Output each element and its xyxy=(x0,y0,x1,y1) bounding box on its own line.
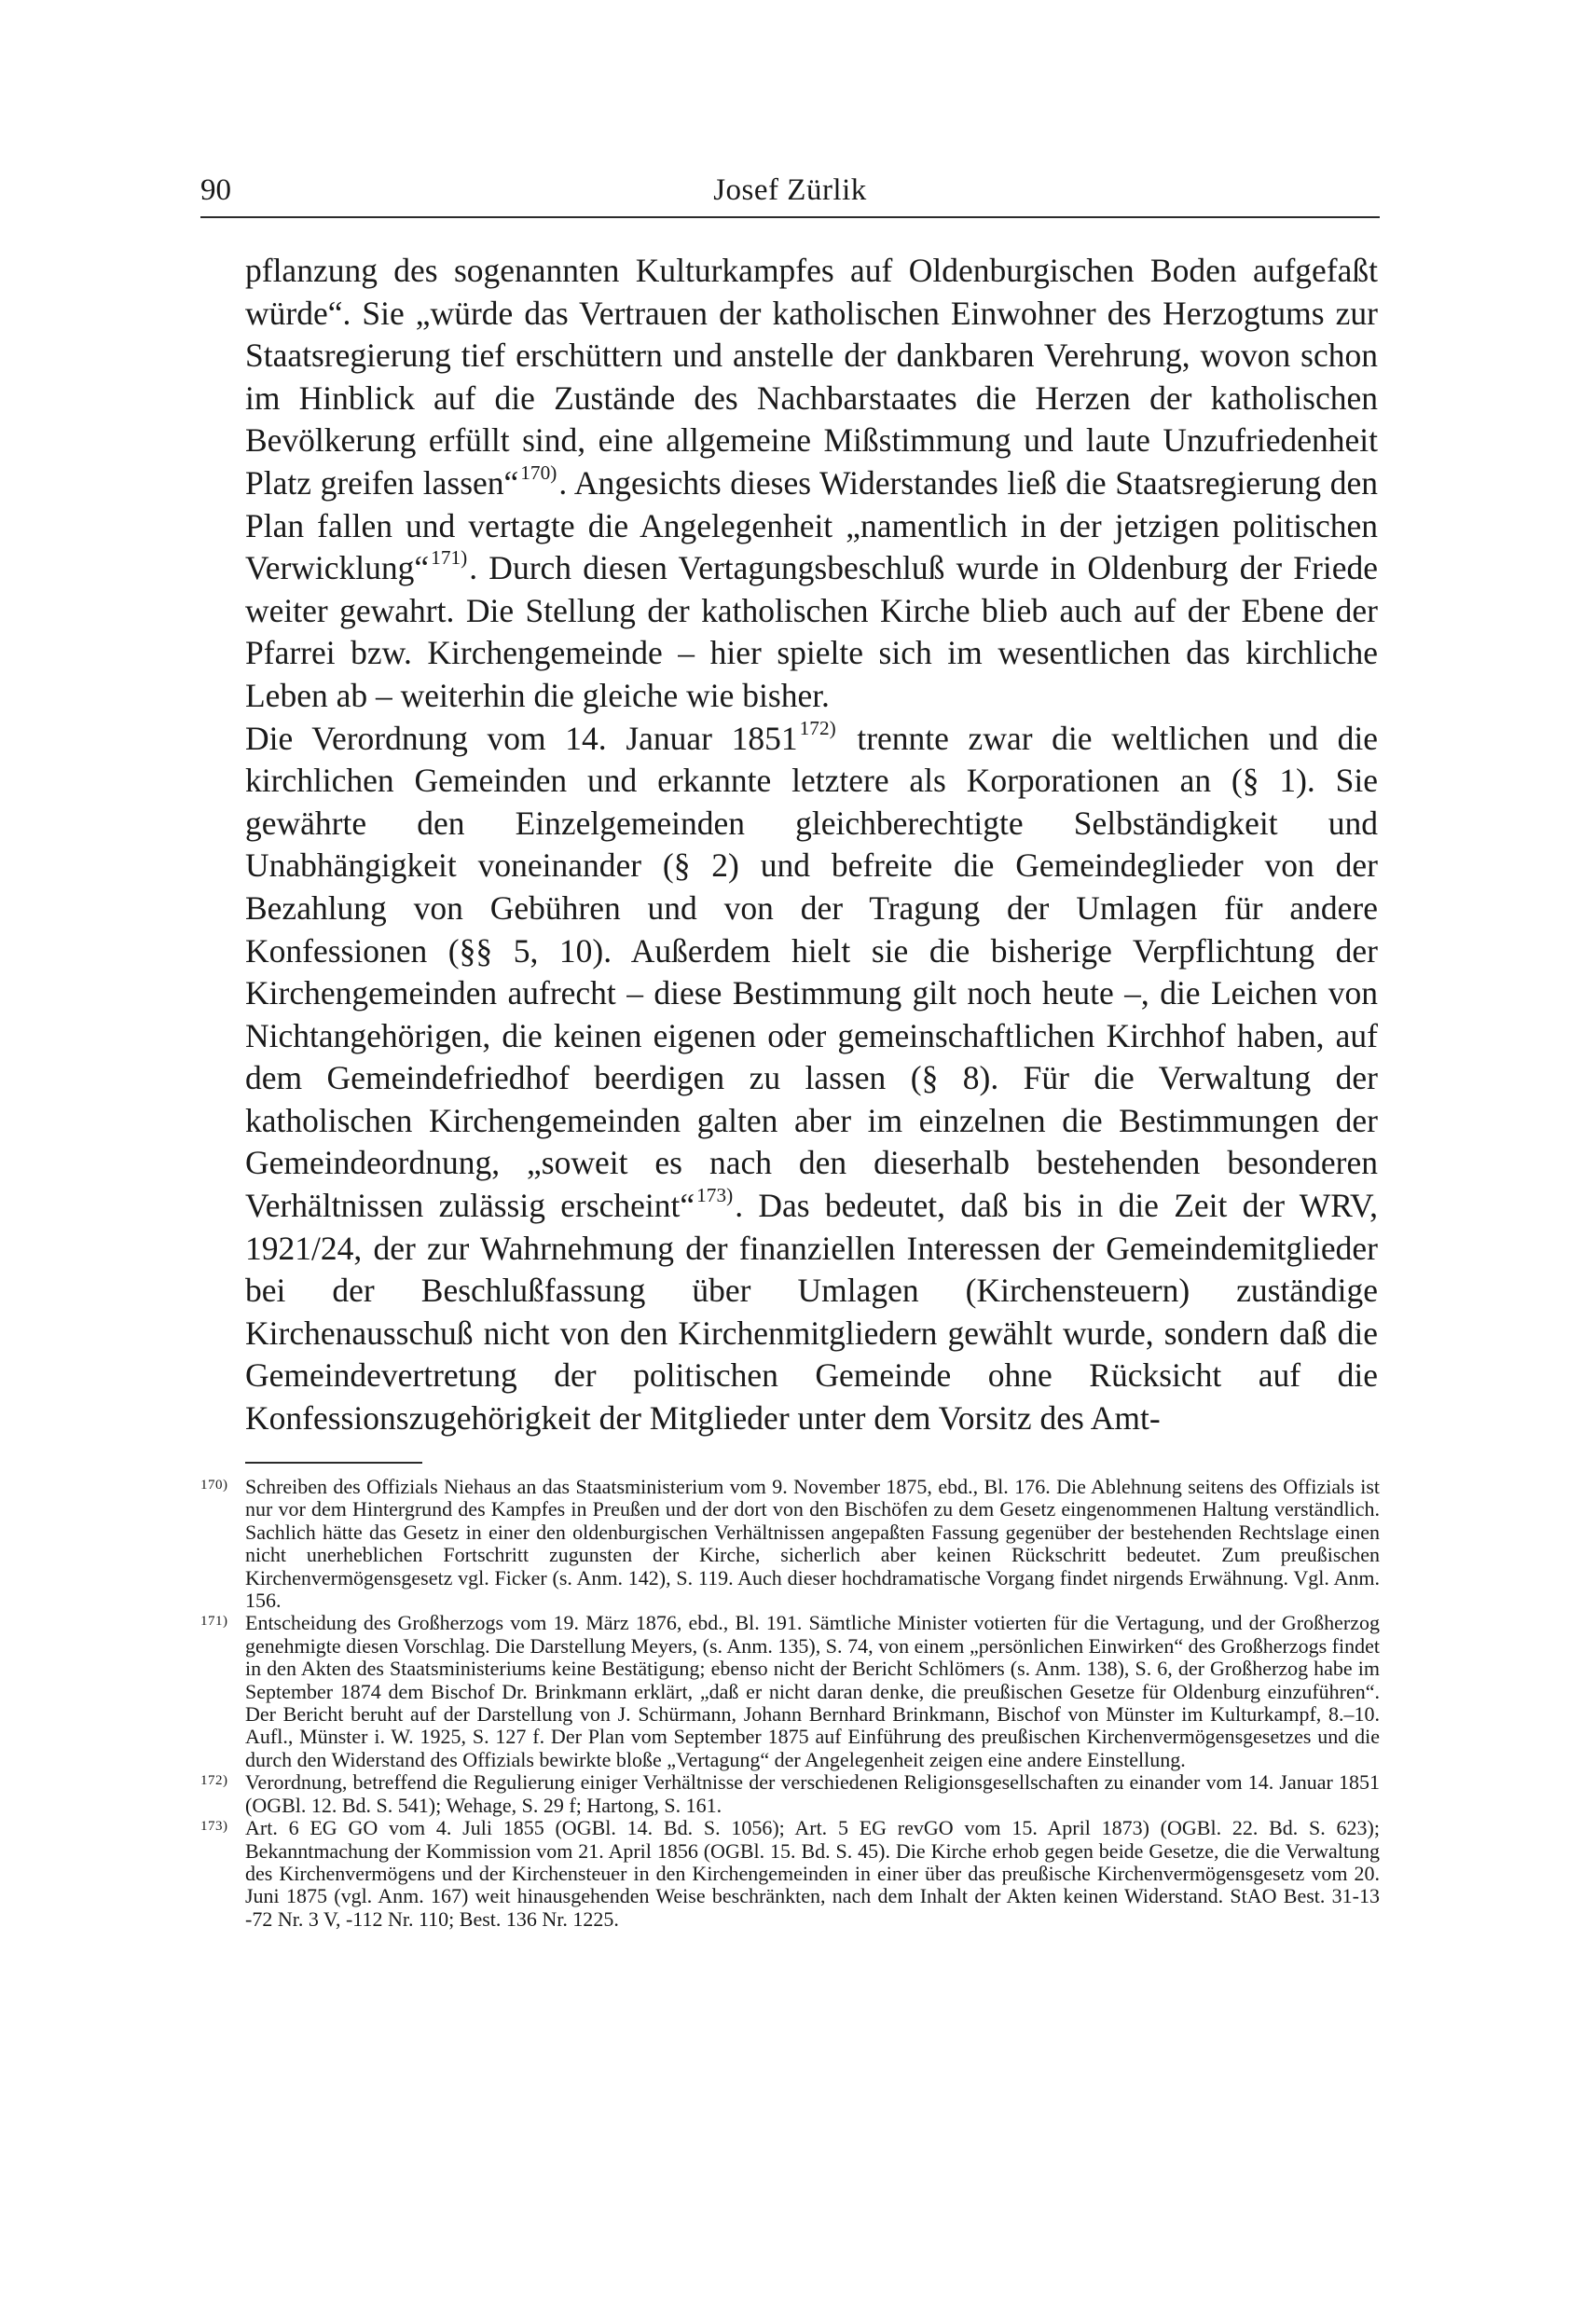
footnote xyxy=(200,1476,1380,1612)
footnote xyxy=(200,1612,1380,1771)
paragraph xyxy=(245,250,1378,718)
footnote xyxy=(200,1817,1380,1931)
footnote xyxy=(200,1771,1380,1817)
footnote-number: 172) xyxy=(200,1773,228,1789)
paragraph-text: Die Verordnung vom 14. Januar 1851 xyxy=(245,719,798,757)
footnote-divider xyxy=(245,1462,422,1464)
footnote-text: Entscheidung des Großherzogs vom 19. März 1876, ebd., Bl. 191. Sämtliche Minister votierten für die Vertagung, und der Großherzog genehmigte diesen Vorschlag. Die Darstellung Meyers, (s. Anm. 135), S. 74, von einem „persönlichen Einwirken“ des Großherzogs findet in den Akten des Staatsministeriums keine Bestätigung; ebenso nicht der Bericht Schlömers (s. Anm. 138), S. 6, der Großherzog habe im September 1874 dem Bischof Dr. Brinkmann erklärt, „daß er nicht daran denke, die preußischen Gesetze für Oldenburg einzuführen“. Der Bericht beruht auf der Darstellung von J. Schürmann, Johann Bernhard Brinkmann, Bischof von Münster im Kulturkampf, 8.–10. Aufl., Münster i. W. 1925, S. 127 f. Der Plan vom September 1875 auf Einführung des preußischen Kirchenvermögensgesetzes und die durch den Widerstand des Offizials bewirkte bloße „Vertagung“ der Angelegenheit zeigen eine andere Einstellung. xyxy=(245,1611,1380,1771)
paragraph-text: . Das bedeutet, daß bis in die Zeit der WRV, 1921/24, der zur Wahrnehmung der finanziellen Interessen der Gemeindemitglieder bei der Beschlußfassung über Umlagen (Kirchensteuern) zuständige Kirchenausschuß nicht von den Kirchenmitgliedern gewählt wurde, sondern daß die Gemeindevertretung der politischen Gemeinde ohne Rücksicht auf die Konfessionszugehörigkeit der Mitglieder unter dem Vorsitz des Amt- xyxy=(245,1187,1378,1438)
footnote-ref: 172) xyxy=(799,716,836,739)
paragraph-text: . Durch diesen Vertagungsbeschluß wurde in Oldenburg der Friede weiter gewahrt. Die Stellung der katholischen Kirche blieb auch auf der Ebene der Pfarrei bzw. Kirchengemeinde – hier spielte sich im wesentlichen das kirchliche Leben ab – weiterhin die gleiche wie bisher. xyxy=(245,549,1378,714)
footnote-ref: 171) xyxy=(431,546,468,570)
page-number: 90 xyxy=(200,173,231,207)
footnote-text: Art. 6 EG GO vom 4. Juli 1855 (OGBl. 14. Bd. S. 1056); Art. 5 EG revGO vom 15. April 1873) (OGBl. 22. Bd. S. 623); Bekanntmachung der Kommission vom 21. April 1856 (OGBl. 15. Bd. S. 45). Die Kirche erhob gegen beide Gesetze, die die Verwaltung des Kirchenvermögens und der Kirchensteuer in den Kirchengemeinden in einer über das preußische Kirchenvermögensgesetz vom 20. Juni 1875 (vgl. Anm. 167) weit hinausgehenden Weise beschränkten, nach dem Inhalt der Akten keinen Widerstand. StAO Best. 31-13 -72 Nr. 3 V, -112 Nr. 110; Best. 136 Nr. 1225. xyxy=(245,1816,1380,1931)
running-title: Josef Zürlik xyxy=(713,173,867,207)
paragraph-text: . Angesichts dieses Widerstandes ließ die Staatsregierung den Plan fallen und vertagte die Angelegenheit „namentlich in der jetzigen politischen Verwicklung“ xyxy=(245,463,1378,587)
footnote-number: 173) xyxy=(200,1819,228,1835)
footnote-number: 171) xyxy=(200,1614,228,1630)
paragraph-text: trennte zwar die weltlichen und die kirchlichen Gemeinden und erkannte letztere als Korporationen an (§ 1). Sie gewährte den Einzelgemeinden gleichberechtigte Selbständigkeit und Unabhängigkeit voneinander (§ 2) und befreite die Gemeindeglieder von der Bezahlung von Gebühren und von der Tragung der Umlagen für andere Konfessionen (§§ 5, 10). Außerdem hielt sie die bisherige Verpflichtung der Kirchengemeinden aufrecht – diese Bestimmung gilt noch heute –, die Leichen von Nichtangehörigen, die keinen eigenen oder gemeinschaftlichen Kirchhof haben, auf dem Gemeindefriedhof beerdigen zu lassen (§ 8). Für die Verwaltung der katholischen Kirchengemeinden galten aber im einzelnen die Bestimmungen der Gemeindeordnung, „soweit es nach den dieserhalb bestehenden besonderen Verhältnissen zulässig erscheint“ xyxy=(245,719,1378,1225)
footnote-ref: 173) xyxy=(696,1184,734,1207)
paragraph-text: pflanzung des sogenannten Kulturkampfes auf Oldenburgischen Boden aufgefaßt würde“. Sie „würde das Vertrauen der katholischen Einwohner des Herzogtums zur Staatsregierung tief erschüttern und anstelle der dankbaren Verehrung, wovon schon im Hinblick auf die Zustände des Nachbarstaates die Herzen der katholischen Bevölkerung erfüllt sind, eine allgemeine Mißstimmung und laute Unzufriedenheit Platz greifen lassen“ xyxy=(245,252,1378,502)
paragraph xyxy=(245,718,1378,1440)
footnote-ref: 170) xyxy=(520,461,557,484)
main-text xyxy=(245,250,1378,1440)
running-head xyxy=(200,168,1380,218)
footnote-text: Schreiben des Offizials Niehaus an das Staatsministerium vom 9. November 1875, ebd., Bl. 176. Die Ablehnung seitens des Offizials ist nur vor dem Hintergrund des Kampfes in Preußen und der dort von den Bischöfen zu dem Gesetz eingenommenen Haltung verständlich. Sachlich hätte das Gesetz in einer den oldenburgischen Verhältnissen angepaßten Fassung gegenüber der bestehenden Rechtslage einen nicht unerheblichen Fortschritt zugunsten der Kirche, sicherlich aber keinen Rückschritt bedeutet. Zum preußischen Kirchenvermögensgesetz vgl. Ficker (s. Anm. 142), S. 119. Auch dieser hochdramatische Vorgang findet nirgends Erwähnung. Vgl. Anm. 156. xyxy=(245,1475,1380,1613)
footnote-number: 170) xyxy=(200,1478,228,1493)
footnotes xyxy=(200,1476,1380,1931)
footnote-text: Verordnung, betreffend die Regulierung einiger Verhältnisse der verschiedenen Religionsgesellschaften zu einander vom 14. Januar 1851 (OGBl. 12. Bd. S. 541); Wehage, S. 29 f; Hartong, S. 161. xyxy=(245,1770,1380,1817)
